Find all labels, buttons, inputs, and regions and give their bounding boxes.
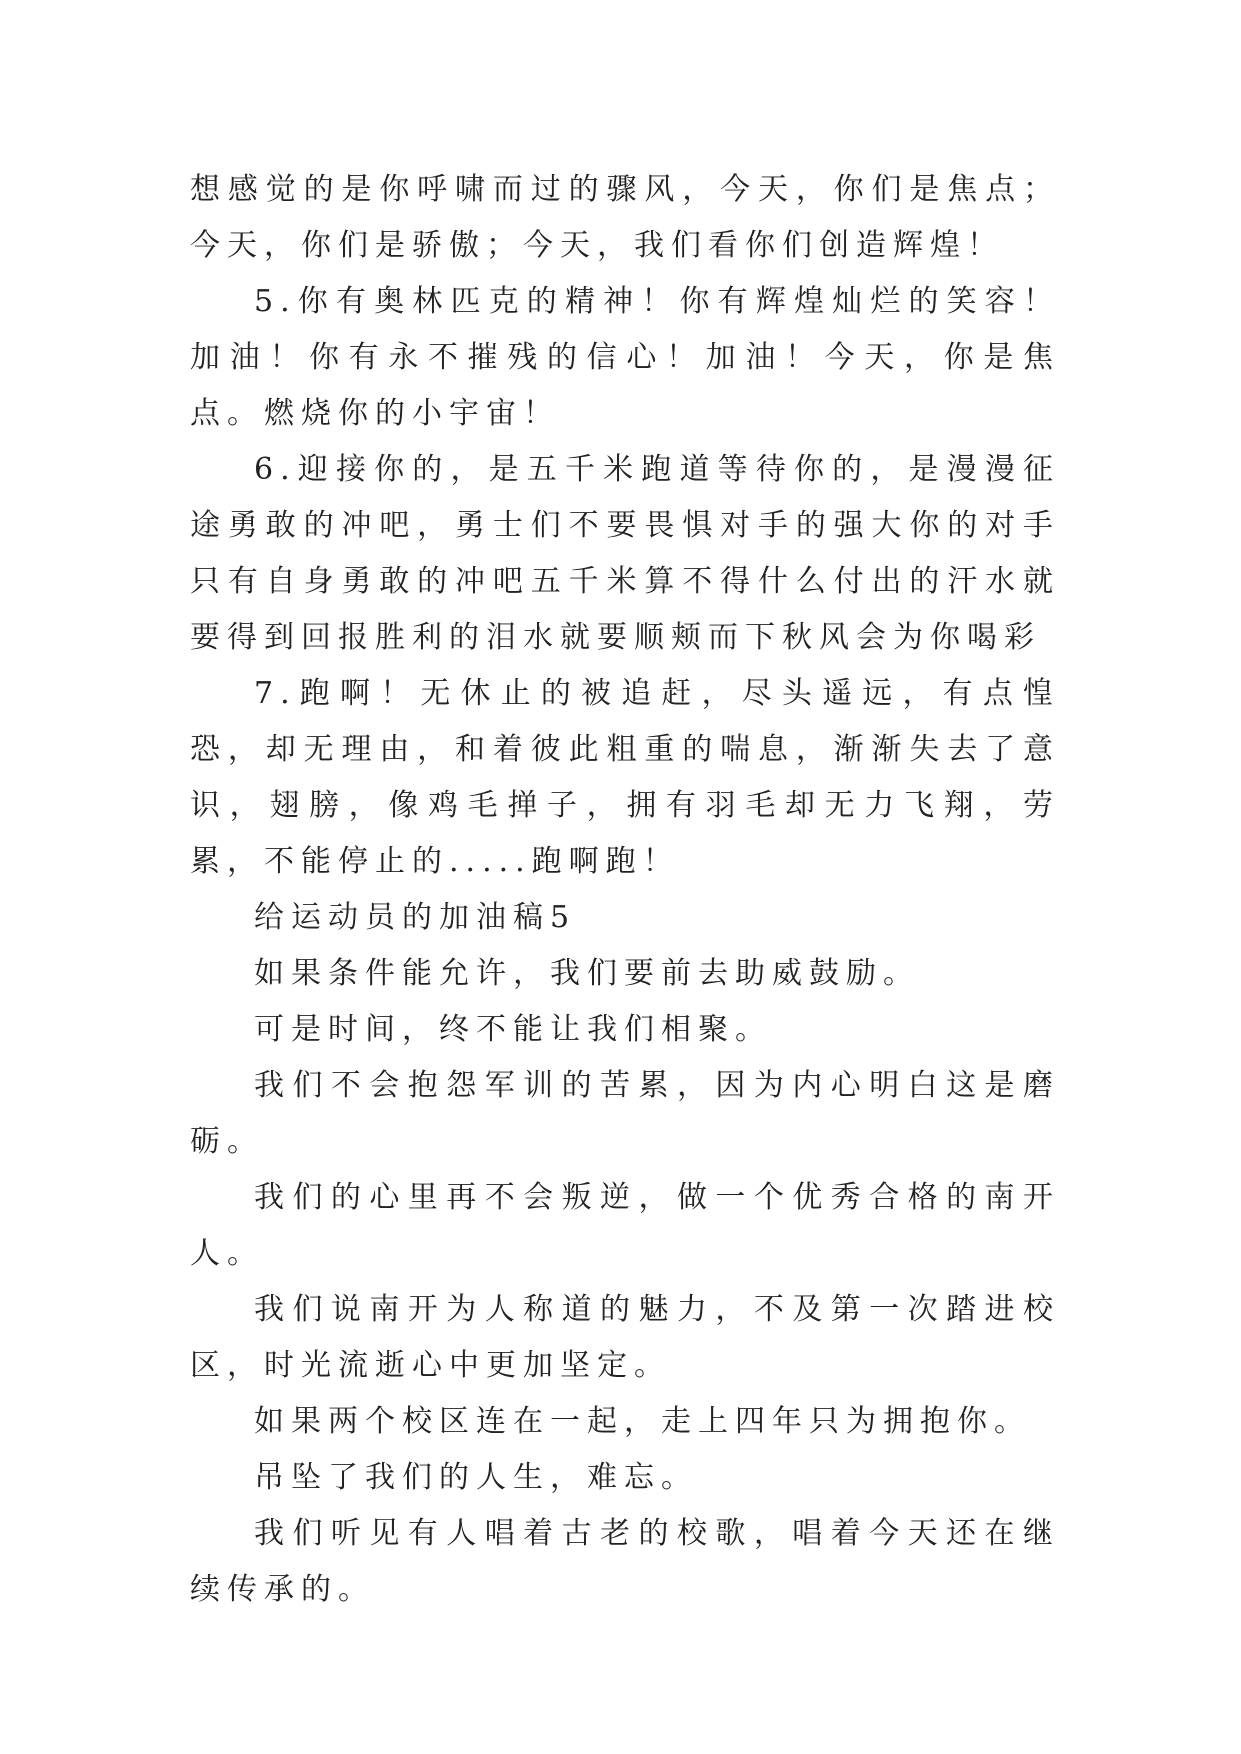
section-heading: 给运动员的加油稿5	[254, 900, 577, 935]
paragraph: 我们听见有人唱着古老的校歌，唱着今天还在继续传承的。	[190, 1516, 1060, 1607]
paragraph-item-5: 5.你有奥林匹克的精神！你有辉煌灿烂的笑容！加油！你有永不摧残的信心！加油！今天，你是焦点。燃烧你的小宇宙！	[190, 284, 1060, 431]
paragraph: 我们的心里再不会叛逆，做一个优秀合格的南开人。	[190, 1180, 1060, 1271]
document-body	[190, 162, 1060, 1618]
paragraph: 吊坠了我们的人生，难忘。	[254, 1460, 698, 1495]
paragraph: 可是时间，终不能让我们相聚。	[254, 1012, 772, 1047]
paragraph: 如果条件能允许，我们要前去助威鼓励。	[254, 956, 920, 991]
paragraph: 如果两个校区连在一起，走上四年只为拥抱你。	[254, 1404, 1031, 1439]
paragraph: 我们不会抱怨军训的苦累，因为内心明白这是磨砺。	[190, 1068, 1060, 1159]
paragraph: 我们说南开为人称道的魅力，不及第一次踏进校区，时光流逝心中更加坚定。	[190, 1292, 1060, 1383]
paragraph-item-6: 6.迎接你的，是五千米跑道等待你的，是漫漫征途勇敢的冲吧，勇士们不要畏惧对手的强大你的对手只有自身勇敢的冲吧五千米算不得什么付出的汗水就要得到回报胜利的泪水就要顺颊而下秋风会为你喝彩	[190, 452, 1060, 655]
paragraph: 想感觉的是你呼啸而过的骤风，今天，你们是焦点；今天，你们是骄傲；今天，我们看你们创造辉煌！	[190, 172, 1060, 263]
paragraph-item-7: 7.跑啊！无休止的被追赶，尽头遥远，有点惶恐，却无理由，和着彼此粗重的喘息，渐渐失去了意识，翅膀，像鸡毛掸子，拥有羽毛却无力飞翔，劳累，不能停止的.....跑啊跑！	[190, 676, 1060, 879]
